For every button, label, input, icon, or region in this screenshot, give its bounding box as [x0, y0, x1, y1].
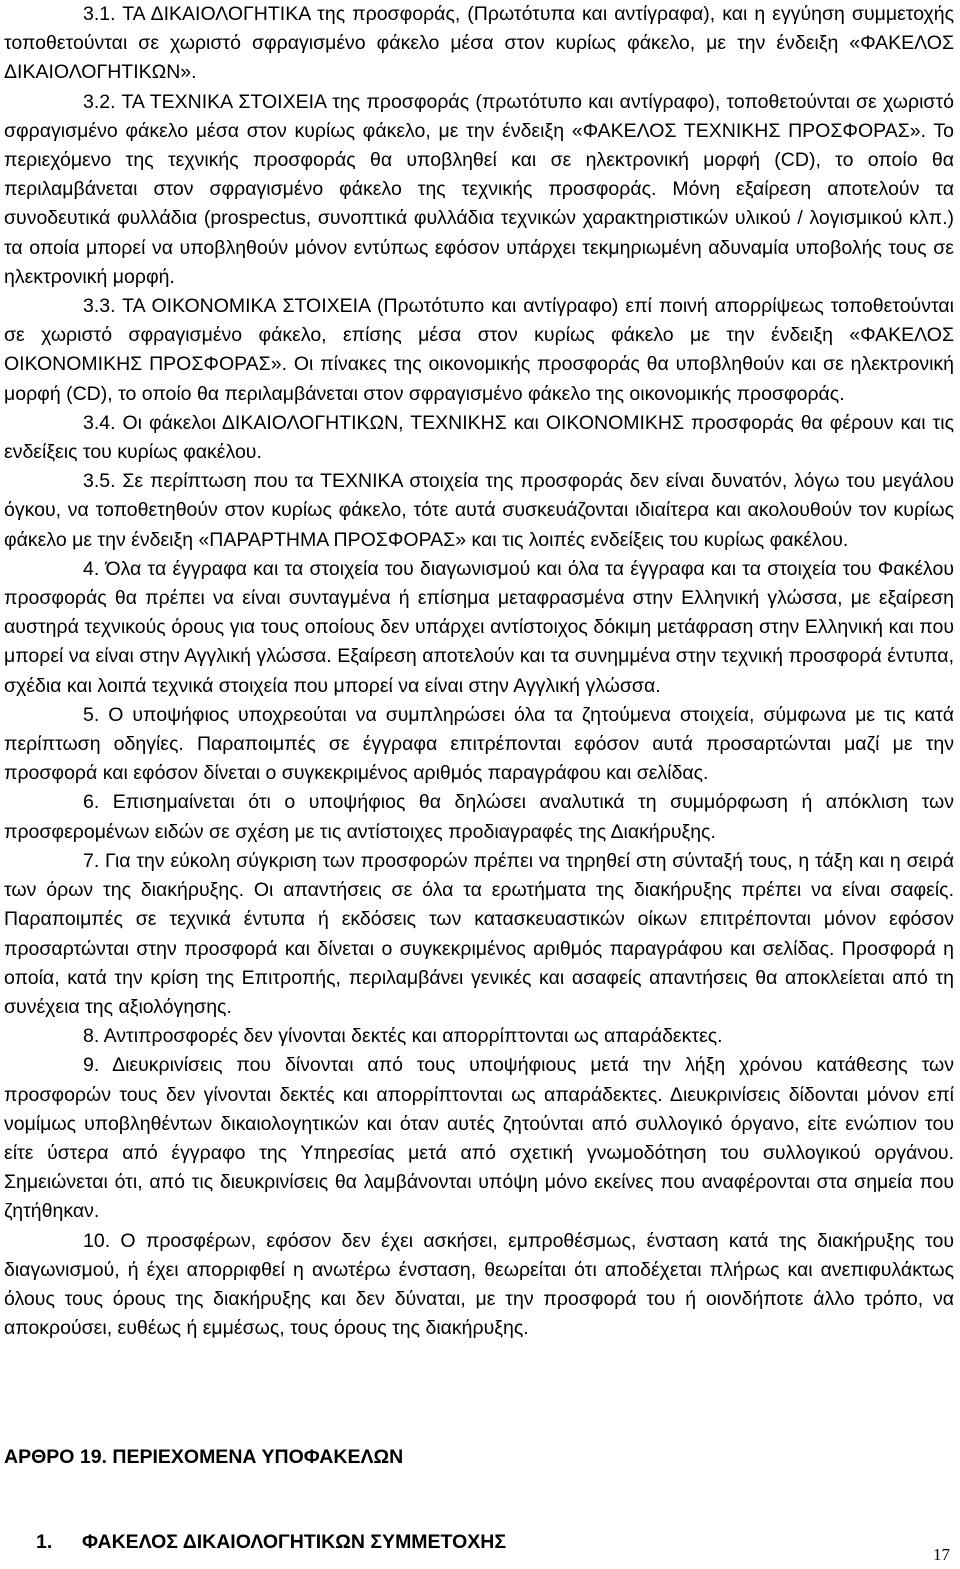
paragraph-10: 10. Ο προσφέρων, εφόσον δεν έχει ασκήσει, εμπροθέσμως, ένσταση κατά της διακήρυξης του διαγωνισμού, ή έχει απορριφθεί η ανωτέρω ένσταση, θεωρείται ότι αποδέχεται πλήρως και ανεπιφυλάκτως όλους τους όρους της διακήρυξης και δεν δύναται, με την προσφορά του ή οιονδήποτε άλλο τρόπο, να αποκρούσει, ευθέως ή εμμέσως, τους όρους της διακήρυξης. — [4, 1229, 954, 1340]
paragraph-3-5: 3.5. Σε περίπτωση που τα ΤΕΧΝΙΚΑ στοιχεία της προσφοράς δεν είναι δυνατόν, λόγω του μεγάλου όγκου, να τοποθετηθούν στον κυρίως φάκελο, τότε αυτά συσκευάζονται ιδιαίτερα και ακολουθούν τον κυρίως φάκελο με την ένδειξη «ΠΑΡΑΡΤΗΜΑ ΠΡΟΣΦΟΡΑΣ» και τις λοιπές ενδείξεις του κυρίως φακέλου. — [4, 470, 954, 551]
paragraph-3-4: 3.4. Οι φάκελοι ΔΙΚΑΙΟΛΟΓΗΤΙΚΩΝ, ΤΕΧΝΙΚΗΣ και ΟΙΚΟΝΟΜΙΚΗΣ προσφοράς θα φέρουν και τις ενδείξεις του κυρίως φακέλου. — [4, 411, 954, 464]
page-number: 17 — [933, 1545, 950, 1564]
paragraph-3-3: 3.3. ΤΑ ΟΙΚΟΝΟΜΙΚΑ ΣΤΟΙΧΕΙΑ (Πρωτότυπο και αντίγραφο) επί ποινή απορρίψεως τοποθετούνται σε χωριστό σφραγισμένο φάκελο, επίσης μέσα στον κυρίως φάκελο με την ένδειξη «ΦΑΚΕΛΟΣ ΟΙΚΟΝΟΜΙΚΗΣ ΠΡΟΣΦΟΡΑΣ». Οι πίνακες της οικονομικής προσφοράς θα υποβληθούν και σε ηλεκτρονική μορφή (CD), το οποίο θα περιλαμβάνεται στον σφραγισμένο φάκελο της οικονομικής προσφοράς. — [4, 295, 954, 405]
paragraph-4: 4. Όλα τα έγγραφα και τα στοιχεία του διαγωνισμού και όλα τα έγγραφα και τα στοιχεία του Φακέλου προσφοράς θα πρέπει να είναι συνταγμένα ή επίσημα μεταφρασμένα στην Ελληνική γλώσσα, με εξαίρεση αυστηρά τεχνικούς όρους για τους οποίους δεν υπάρχει αντίστοιχος δόκιμη μετάφραση στην Ελληνική και που μπορεί να είναι στην Αγγλική γλώσσα. Εξαίρεση αποτελούν και τα συνημμένα στην τεχνική προσφορά έντυπα, σχέδια και λοιπά τεχνικά στοιχεία που μπορεί να είναι στην Αγγλική γλώσσα. — [4, 557, 954, 697]
section-heading: ΑΡΘΡΟ 19. ΠΕΡΙΕΧΟΜΕΝΑ ΥΠΟΦΑΚΕΛΩΝ — [4, 1446, 404, 1468]
paragraph-3-2: 3.2. ΤΑ ΤΕΧΝΙΚΑ ΣΤΟΙΧΕΙΑ της προσφοράς (πρωτότυπο και αντίγραφο), τοποθετούνται σε χωριστό σφραγισμένο φάκελο μέσα στον κυρίως φάκελο, με την ένδειξη «ΦΑΚΕΛΟΣ ΤΕΧΝΙΚΗΣ ΠΡΟΣΦΟΡΑΣ». Το περιεχόμενο της τεχνικής προσφοράς θα υποβληθεί και σε ηλεκτρονική μορφή (CD), το οποίο θα περιλαμβάνεται στον σφραγισμένο φάκελο της τεχνικής προσφοράς. Μόνη εξαίρεση αποτελούν τα συνοδευτικά φυλλάδια (prospectus, συνοπτικά φυλλάδια τεχνικών χαρακτηριστικών υλικού / λογισμικού κλπ.) τα οποία μπορεί να υποβληθούν μόνον εντύπως εφόσον υπάρχει τεκμηριωμένη αδυναμία υποβολής τους σε ηλεκτρονική μορφή. — [4, 90, 954, 288]
subsection-heading — [36, 1528, 506, 1557]
subsection-title: ΦΑΚΕΛΟΣ ΔΙΚΑΙΟΛΟΓΗΤΙΚΩΝ ΣΥΜΜΕΤΟΧΗΣ — [82, 1531, 507, 1553]
paragraph-7: 7. Για την εύκολη σύγκριση των προσφορών πρέπει να τηρηθεί στη σύνταξή τους, η τάξη και η σειρά των όρων της διακήρυξης. Οι απαντήσεις σε όλα τα ερωτήματα της διακήρυξης πρέπει να είναι σαφείς. Παραποιμπές σε τεχνικά έντυπα ή εκδόσεις των κατασκευαστικών οίκων επιτρέπονται μόνον εφόσον προσαρτώνται στην προσφορά και δίνεται ο συγκεκριμένος αριθμός παραγράφου και σελίδας. Προσφορά η οποία, κατά την κρίση της Επιτροπής, περιλαμβάνει γενικές και ασαφείς απαντήσεις θα αποκλείεται από τη συνέχεια της αξιολόγησης. — [4, 849, 954, 1018]
paragraph-8: 8. Αντιπροσφορές δεν γίνονται δεκτές και απορρίπτονται ως απαράδεκτες. — [83, 1025, 723, 1048]
paragraph-3-1: 3.1. ΤΑ ΔΙΚΑΙΟΛΟΓΗΤΙΚΑ της προσφοράς, (Πρωτότυπα και αντίγραφα), και η εγγύηση συμμετοχής τοποθετούνται σε χωριστό σφραγισμένο φάκελο μέσα στον κυρίως φάκελο, με την ένδειξη «ΦΑΚΕΛΟΣ ΔΙΚΑΙΟΛΟΓΗΤΙΚΩΝ». — [4, 3, 954, 84]
paragraph-5: 5. Ο υποψήφιος υποχρεούται να συμπληρώσει όλα τα ζητούμενα στοιχεία, σύμφωνα με τις κατά περίπτωση οδηγίες. Παραποιμπές σε έγγραφα επιτρέπονται εφόσον αυτά προσαρτώνται μαζί με την προσφορά και εφόσον δίνεται ο συγκεκριμένος αριθμός παραγράφου και σελίδας. — [4, 703, 954, 785]
document-body — [4, 0, 954, 1343]
paragraph-6: 6. Επισημαίνεται ότι ο υποψήφιος θα δηλώσει αναλυτικά τη συμμόρφωση ή απόκλιση των προσφερομένων ειδών σε σχέση με τις αντίστοιχες προδιαγραφές της Διακήρυξης. — [4, 791, 954, 843]
subsection-number: 1. — [36, 1531, 53, 1553]
paragraph-9: 9. Διευκρινίσεις που δίνονται από τους υποψήφιους μετά την λήξη χρόνου κατάθεσης των προσφορών τους δεν γίνονται δεκτές και απορρίπτονται ως απαράδεκτες. Διευκρινίσεις δίδονται μόνον επί νομίμως υποβληθέντων δικαιολογητικών και όταν αυτές ζητούνται από συλλογικό όργανο, είτε ενώπιον του είτε ύστερα από έγγραφο της Υπηρεσίας μετά από σχετική γνωμοδότηση του συλλογικού οργάνου. Σημειώνεται ότι, από τις διευκρινίσεις θα λαμβάνονται υπόψη μόνο εκείνες που αναφέρονται στα σημεία που ζητήθηκαν. — [4, 1054, 954, 1223]
